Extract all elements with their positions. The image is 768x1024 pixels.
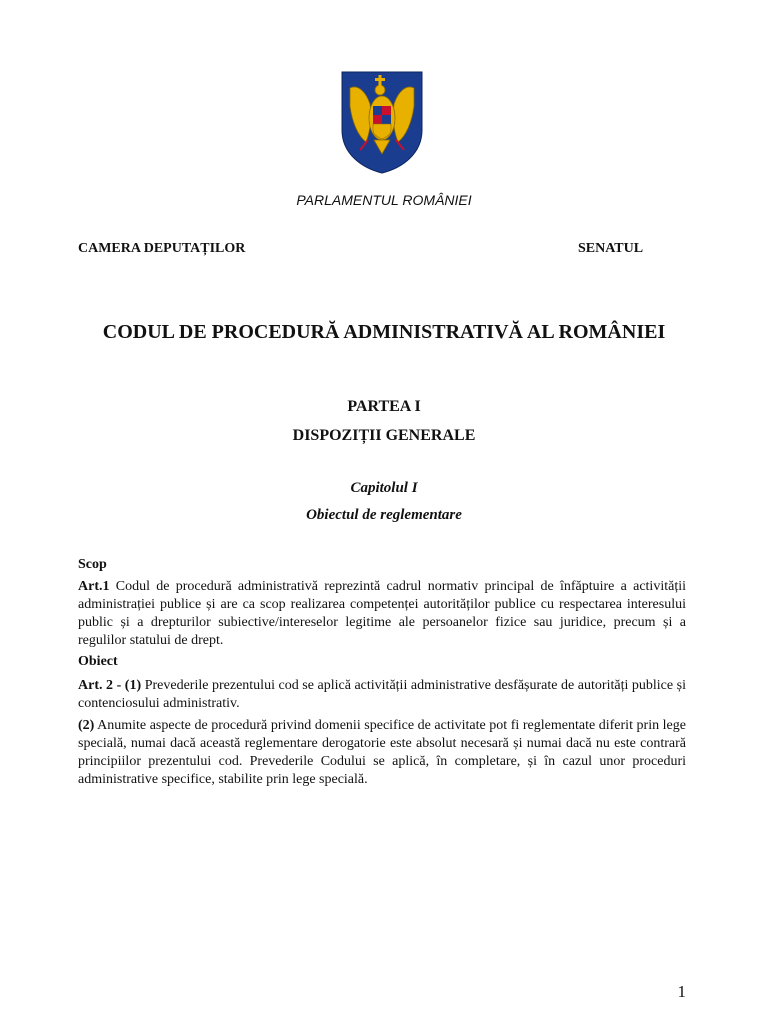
chapter-name: Obiectul de reglementare [306,507,462,523]
chamber-deputies-label: CAMERA DEPUTAȚILOR [78,241,246,256]
article-2-para-2-text: Anumite aspecte de procedură privind domenii specifice de activitate pot fi reglementate diferit prin lege specială, numai dacă această reglementare derogatorie este absolut necesară și numai dacă nu este contrară principiilor prezentului cod. Prevederile Codului se aplică, în completare, și în cazul unor proceduri administrative specifice, stabilite prin lege specială. [78,718,686,787]
part-name: DISPOZIȚII GENERALE [292,427,476,444]
romania-coat-of-arms [340,70,424,174]
article-1-label: Art.1 [78,579,110,594]
article-2-text: Prevederile prezentului cod se aplică activității administrative desfășurate de autorități publice și contenciosului administrativ. [78,678,686,711]
parliament-heading: PARLAMENTUL ROMÂNIEI [296,192,472,208]
page-number: 1 [677,982,686,1001]
document-title: CODUL DE PROCEDURĂ ADMINISTRATIVĂ AL ROMÂNIEI [102,321,666,343]
article-1 [78,578,686,650]
article-1-text: Codul de procedură administrativă reprezintă cadrul normativ principal de înfăptuire a activității administrației publice și are ca scop realizarea competenței autorităților publice cu respectarea interesului public și a drepturilor subiective/intereselor legitime ale persoanelor fizice sau juridice, precum și a regulilor statului de drept. [78,579,686,648]
article-2-paragraph-2 [78,717,686,789]
section-heading: Obiect [78,654,118,669]
section-heading: Scop [78,557,107,572]
article-1-paragraph [78,578,686,650]
senate-label: SENATUL [578,241,644,256]
part-number: PARTEA I [347,398,421,415]
heading-obiect [78,653,686,671]
article-2-label: Art. 2 - (1) [78,678,142,693]
article-2-para-2 [78,717,686,789]
chapter-number: Capitolul I [350,480,418,496]
article-2-paragraph-1 [78,677,686,713]
article-2 [78,677,686,713]
article-2-para-2-label: (2) [78,718,95,733]
heading-scop [78,556,686,574]
